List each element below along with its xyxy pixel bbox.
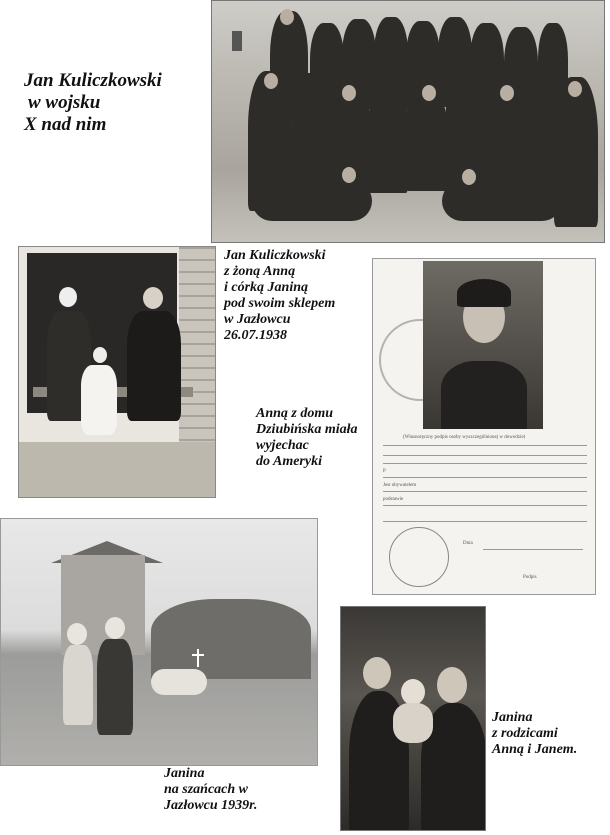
caption-line: z żoną Anną [224, 264, 296, 280]
lamp-icon [232, 31, 242, 51]
parents-photo [340, 606, 486, 831]
szance-caption [164, 766, 257, 814]
identity-document [372, 258, 596, 595]
document-field: Jest obywatelem [383, 483, 417, 488]
caption-line: Jazłowcu 1939r. [164, 798, 258, 814]
document-header: (Własnoręczny podpis osoby wyszczególnionej w dowodzie) [403, 435, 526, 440]
seal-icon [389, 527, 449, 587]
caption-line: pod swoim sklepem [224, 296, 336, 312]
document-field: P [383, 469, 386, 474]
caption-line: w wojsku [28, 91, 101, 113]
soldiers-group-photo [211, 0, 605, 243]
caption-line: Dziubińska miała [256, 422, 358, 438]
caption-line: na szańcach w [164, 782, 249, 798]
caption-line: Anną i Janem. [492, 742, 578, 758]
caption-line: X nad nim [24, 113, 107, 135]
soldier-caption [24, 70, 162, 136]
caption-line: i córką Janiną [224, 280, 309, 296]
caption-line: Janina [492, 710, 533, 725]
caption-line: Janina [164, 766, 205, 781]
parents-caption [492, 710, 577, 758]
document-field: Podpis [523, 575, 537, 580]
family-caption [224, 248, 335, 345]
caption-line: Jan Kuliczkowski [224, 248, 326, 263]
caption-line: wyjechac [256, 438, 309, 454]
caption-line: Jan Kuliczkowski [24, 70, 162, 91]
caption-line: do Ameryki [256, 454, 322, 470]
caption-line: w Jazłowcu [224, 312, 291, 328]
caption-line: 26.07.1938 [224, 328, 287, 344]
family-shop-photo [18, 246, 216, 498]
caption-line: Anną z domu [256, 406, 334, 421]
caption-line: z rodzicami [492, 726, 558, 742]
anna-caption [256, 406, 358, 470]
document-field: Dnia [463, 541, 473, 546]
document-field: podstawie [383, 497, 404, 502]
portrait-photo [423, 261, 543, 429]
szance-photo [0, 518, 318, 766]
